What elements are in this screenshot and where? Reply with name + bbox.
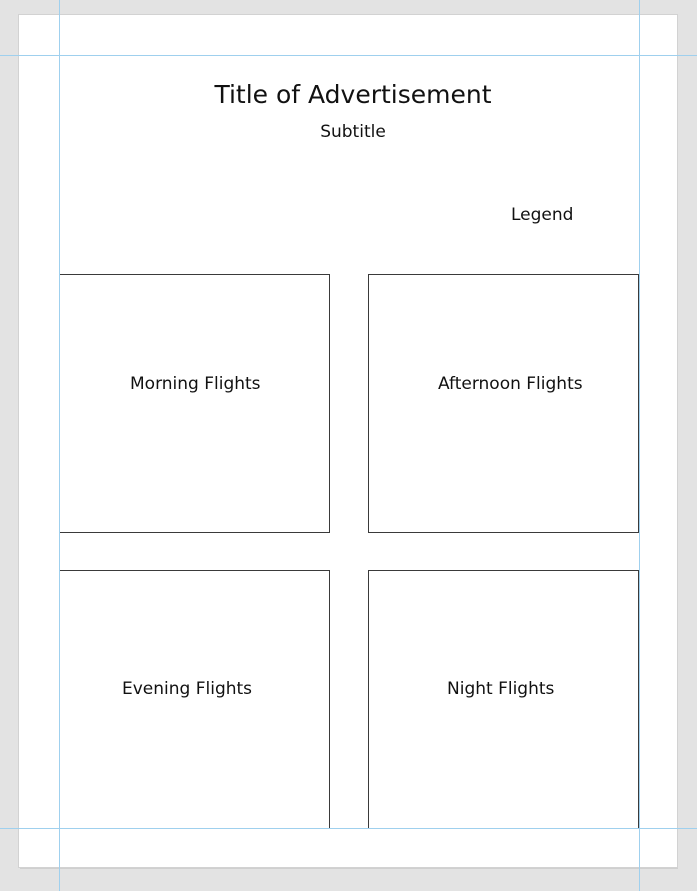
night-flights-label: Night Flights (447, 679, 555, 699)
afternoon-flights-panel[interactable] (368, 274, 639, 533)
morning-flights-label: Morning Flights (130, 374, 261, 394)
morning-flights-panel[interactable] (59, 274, 330, 533)
advertisement-title[interactable]: Title of Advertisement (214, 80, 492, 109)
legend-label[interactable]: Legend (511, 205, 574, 225)
advertisement-subtitle[interactable]: Subtitle (320, 122, 386, 142)
afternoon-flights-label: Afternoon Flights (438, 374, 583, 394)
evening-flights-label: Evening Flights (122, 679, 253, 699)
night-flights-panel[interactable] (368, 570, 639, 829)
evening-flights-panel[interactable] (59, 570, 330, 829)
